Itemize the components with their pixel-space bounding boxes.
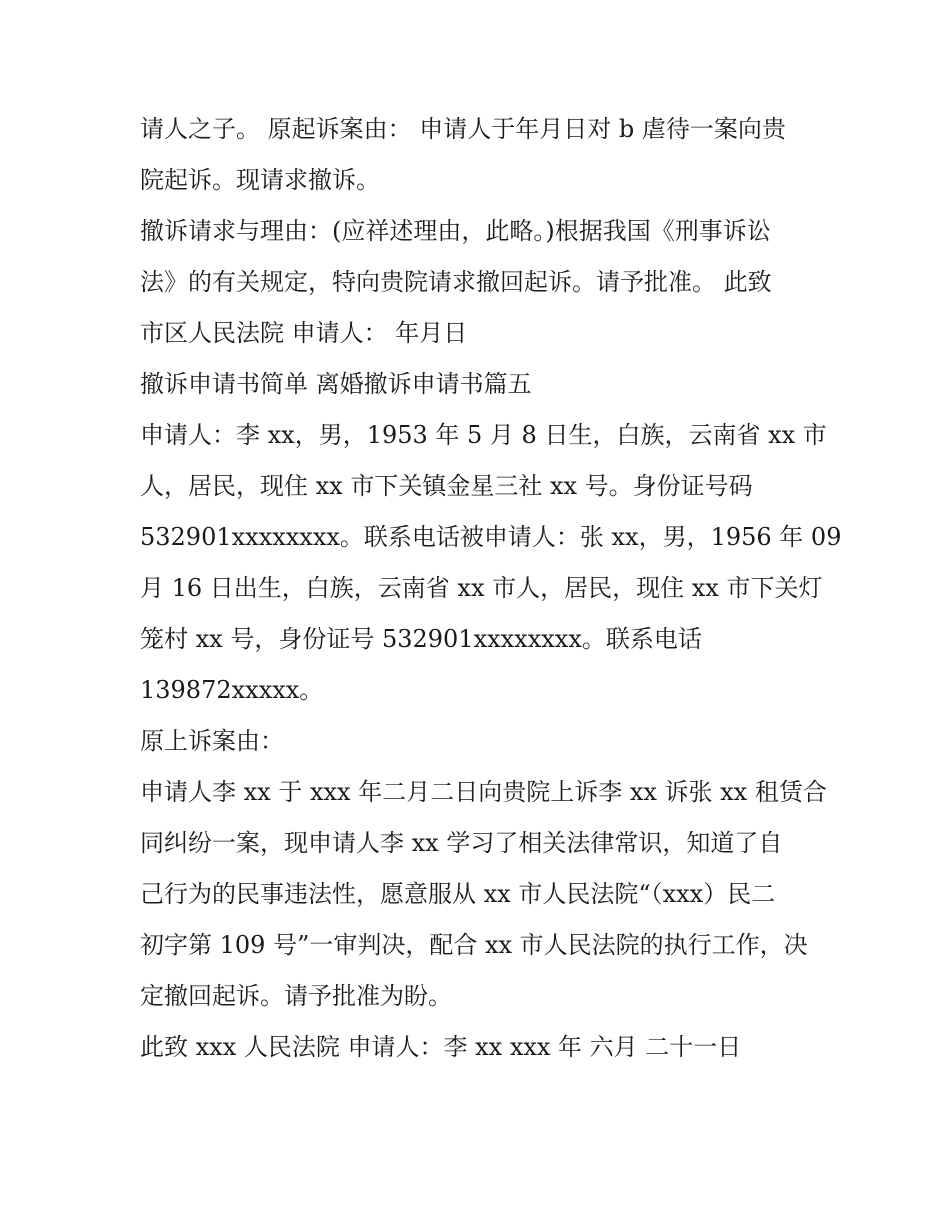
text-line: 原上诉案由： <box>140 727 284 755</box>
text-line: 笼村 xx 号，身份证号 532901xxxxxxxx。联系电话 <box>140 625 702 653</box>
text-line: 初字第 109 号”一审判决，配合 xx 市人民法院的执行工作，决 <box>140 931 808 959</box>
text-line: 院起诉。现请求撤诉。 <box>140 166 380 194</box>
text-line: 人，居民，现住 xx 市下关镇金星三社 xx 号。身份证号码 <box>140 472 753 500</box>
text-line: 法》的有关规定，特向贵院请求撤回起诉。请予批准。 此致 <box>140 268 772 296</box>
text-line: 申请人李 xx 于 xxx 年二月二日向贵院上诉李 xx 诉张 xx 租赁合 <box>140 778 827 806</box>
text-line: 532901xxxxxxxx。联系电话被申请人：张 xx，男，1956 年 09 <box>140 523 842 551</box>
section-heading: 撤诉申请书简单 离婚撤诉申请书篇五 <box>140 370 532 398</box>
text-line: 定撤回起诉。请予批准为盼。 <box>140 982 452 1010</box>
document-body <box>140 104 842 1073</box>
text-line: 月 16 日出生，白族，云南省 xx 市人，居民，现住 xx 市下关灯 <box>140 574 823 602</box>
text-line: 此致 xxx 人民法院 申请人：李 xx xxx 年 六月 二十一日 <box>140 1033 742 1061</box>
text-line: 同纠纷一案，现申请人李 xx 学习了相关法律常识，知道了自 <box>140 829 783 857</box>
text-line: 己行为的民事违法性，愿意服从 xx 市人民法院“（xxx）民二 <box>140 880 776 908</box>
text-line: 市区人民法院 申请人： 年月日 <box>140 319 468 347</box>
text-line: 申请人：李 xx，男，1953 年 5 月 8 日生，白族，云南省 xx 市 <box>140 421 827 449</box>
text-line: 请人之子。 原起诉案由： 申请人于年月日对 b 虐待一案向贵 <box>140 115 786 143</box>
text-line: 139872xxxxx。 <box>140 676 324 704</box>
text-line: 撤诉请求与理由：(应祥述理由，此略。)根据我国《刑事诉讼 <box>140 217 771 245</box>
